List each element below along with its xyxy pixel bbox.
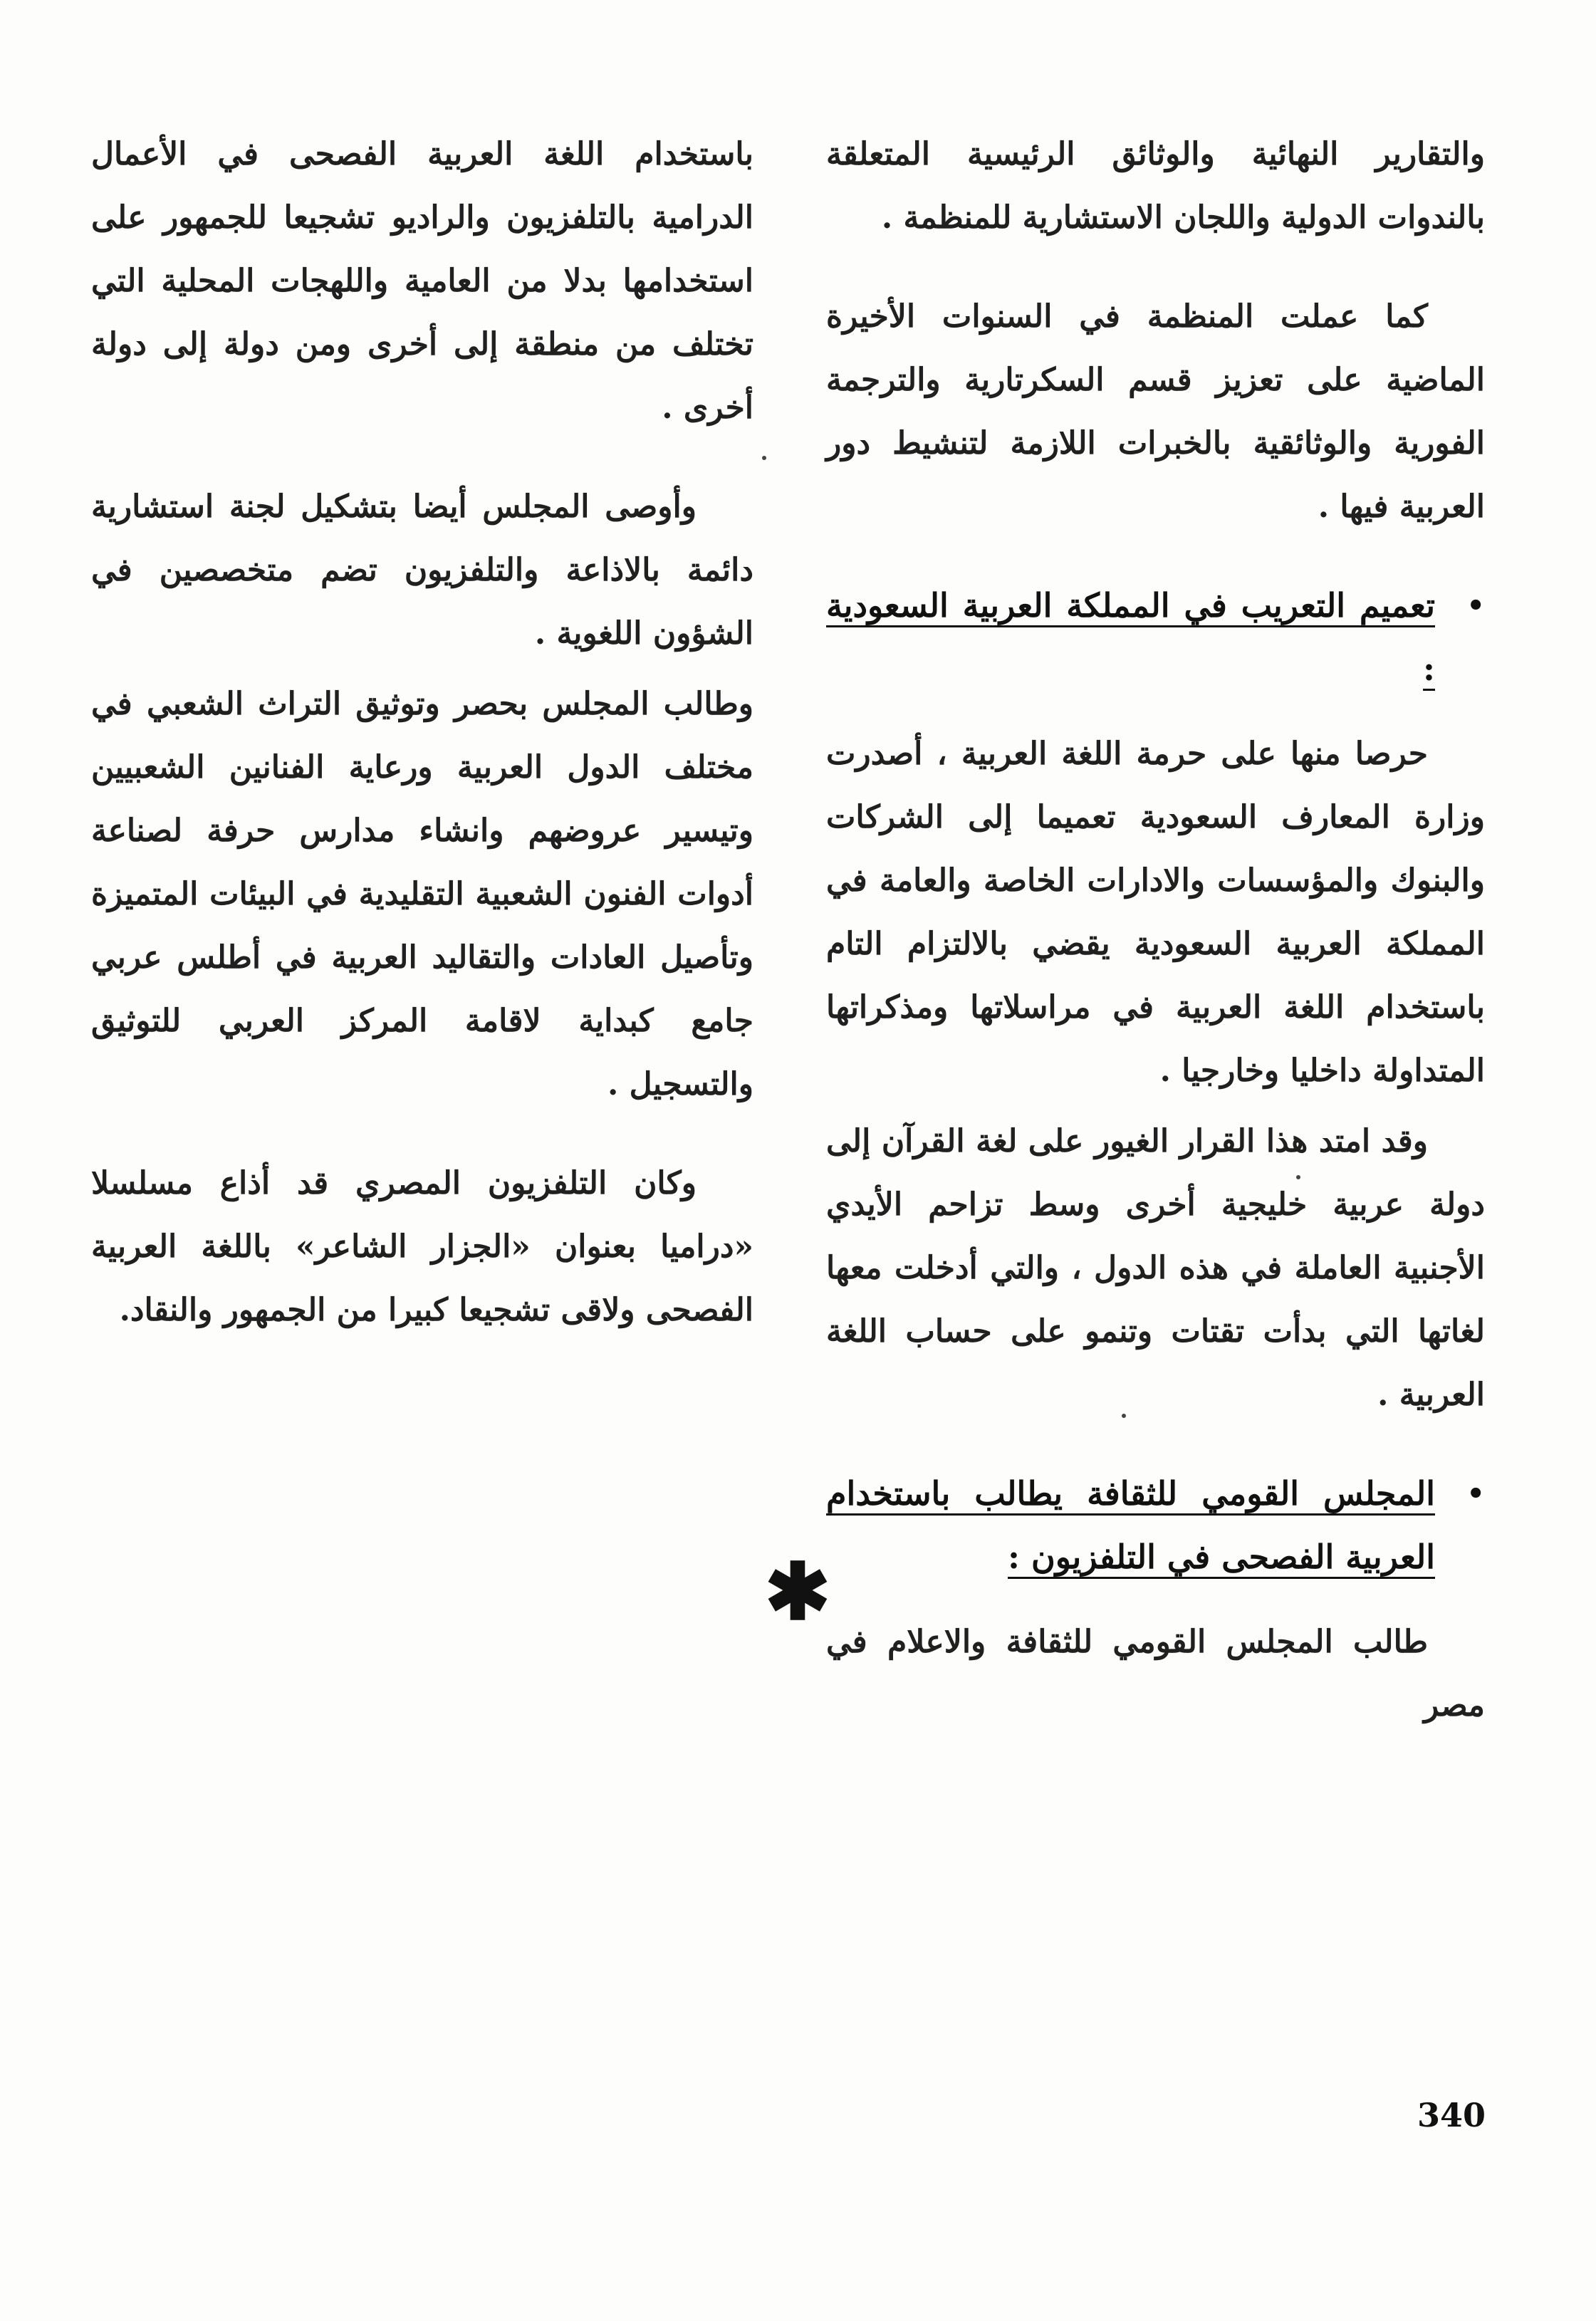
paragraph: وكان التلفزيون المصري قد أذاع مسلسلا «دراميا بعنوان «الجزار الشاعر» باللغة العربية الفصحى ولاقى تشجيعا كبيرا من الجمهور والنقاد. (91, 1165, 753, 1328)
section-heading (826, 1462, 1485, 1589)
right-column (826, 122, 1485, 1773)
bullet-icon: • (1466, 1477, 1485, 1511)
scan-speck (762, 456, 766, 460)
paragraph: طالب المجلس القومي للثقافة والاعلام في مصر (826, 1624, 1485, 1723)
paragraph: كما عملت المنظمة في السنوات الأخيرة الماضية على تعزيز قسم السكرتارية والترجمة الفورية والوثائقية بالخبرات اللازمة لتنشيط دور العربية فيها . (826, 298, 1485, 525)
section-heading (826, 574, 1485, 701)
left-column (91, 122, 753, 1377)
scan-speck (1296, 1175, 1300, 1179)
paragraph: وطالب المجلس بحصر وتوثيق التراث الشعبي في مختلف الدول العربية ورعاية الفنانين الشعبيين وتيسير عروضهم وانشاء مدارس حرفة لصناعة أدوات الفنون الشعبية التقليدية في البيئات المتميزة وتأصيل العادات والتقاليد العربية في أطلس عربي جامع كبداية لاقامة المركز العربي للتوثيق والتسجيل . (91, 686, 753, 1102)
paragraph: حرصا منها على حرمة اللغة العربية ، أصدرت وزارة المعارف السعودية تعميما إلى الشركات والبنوك والمؤسسات والادارات الخاصة والعامة في المملكة العربية السعودية يقضي بالالتزام التام باستخدام اللغة العربية في مراسلاتها ومذكراتها المتداولة داخليا وخارجيا . (826, 736, 1485, 1089)
page-number: 340 (1417, 2096, 1486, 2134)
paragraph: والتقارير النهائية والوثائق الرئيسية المتعلقة بالندوات الدولية واللجان الاستشارية للمنظمة . (826, 136, 1485, 236)
asterisk-separator-icon: ✱ (764, 1545, 831, 1637)
paragraph: وقد امتد هذا القرار الغيور على لغة القرآن إلى دولة عربية خليجية أخرى وسط تزاحم الأيدي الأجنبية العاملة في هذه الدول ، والتي أدخلت معها لغاتها التي بدأت تقتات وتنمو على حساب اللغة العربية . (826, 1123, 1485, 1413)
paragraph: وأوصى المجلس أيضا بتشكيل لجنة استشارية دائمة بالاذاعة والتلفزيون تضم متخصصين في الشؤون اللغوية . (91, 489, 753, 652)
bullet-icon: • (1466, 589, 1485, 622)
paragraph: باستخدام اللغة العربية الفصحى في الأعمال الدرامية بالتلفزيون والراديو تشجيعا للجمهور على استخدامها بدلا من العامية واللهجات المحلية التي تختلف من منطقة إلى أخرى ومن دولة إلى دولة أخرى . (91, 136, 753, 426)
heading-text: المجلس القومي للثقافة يطالب باستخدام العربية الفصحى في التلفزيون : (826, 1474, 1435, 1576)
heading-text: تعميم التعريب في المملكة العربية السعودية : (826, 586, 1435, 688)
scan-speck (1122, 1414, 1126, 1418)
